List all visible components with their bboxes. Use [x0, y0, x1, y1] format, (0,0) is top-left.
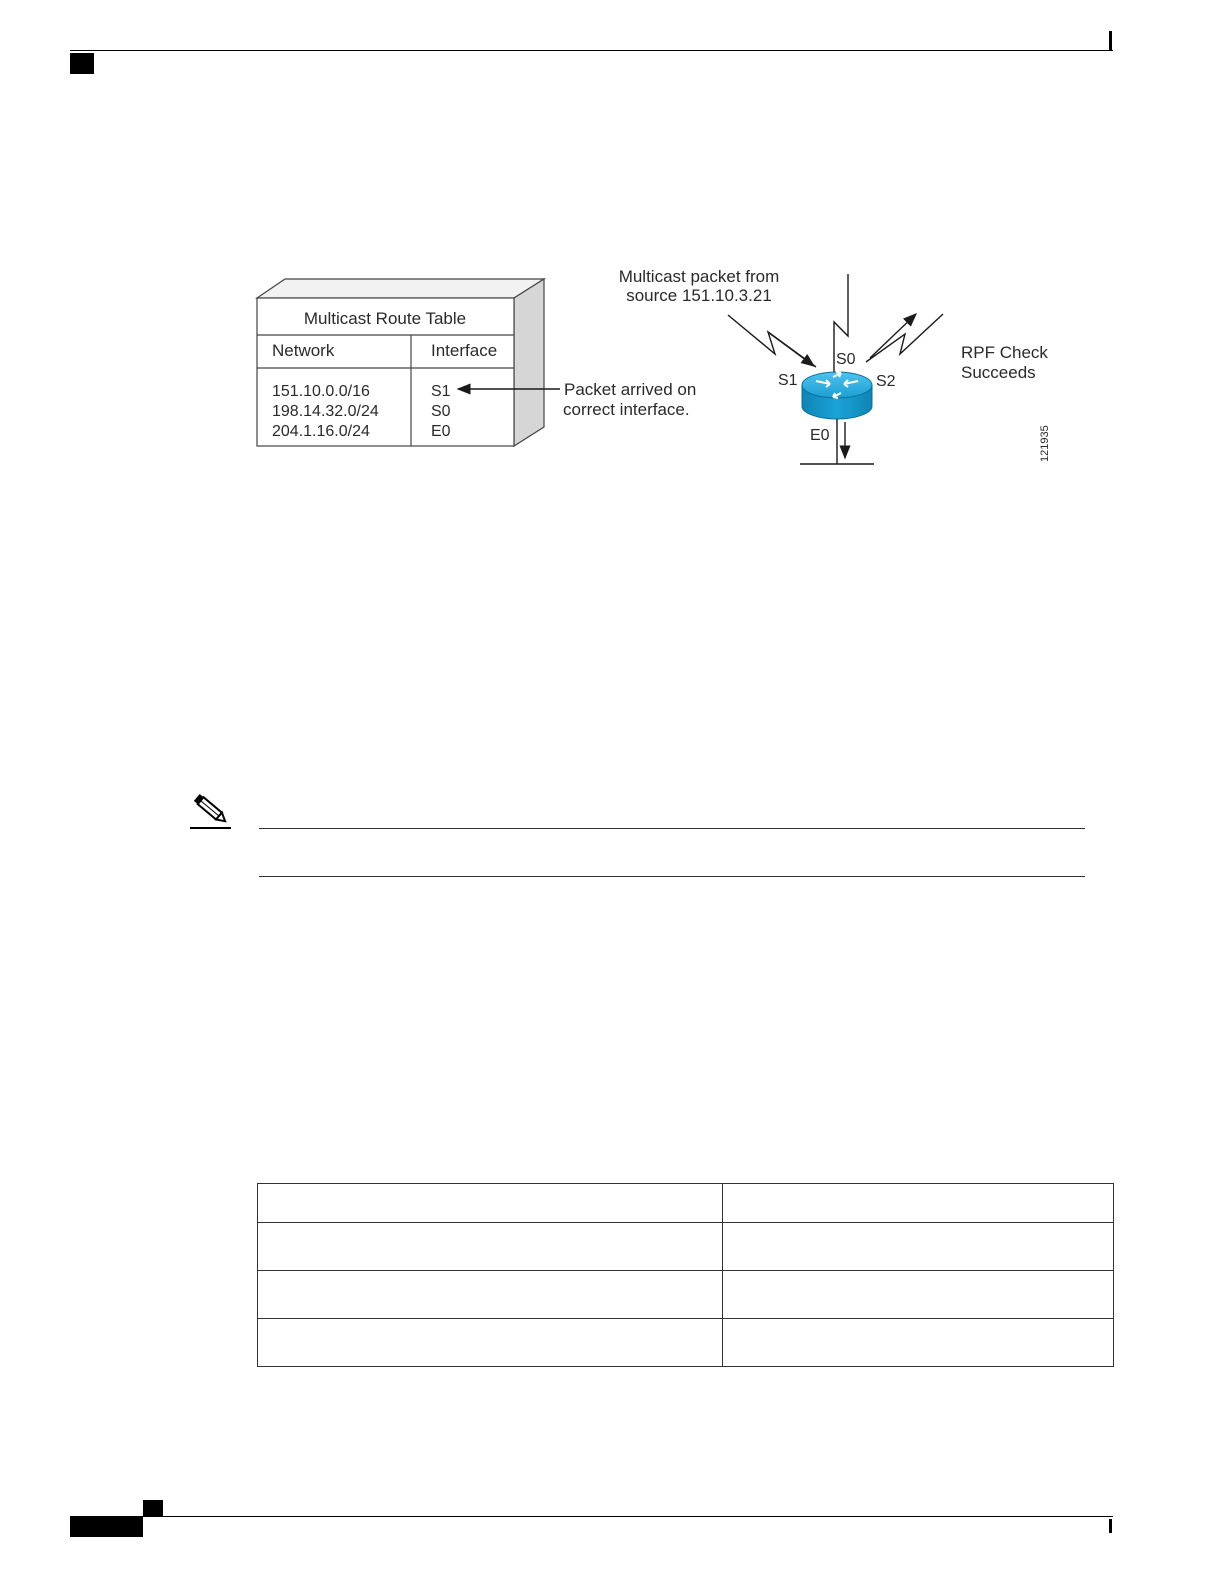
route-table-title: Multicast Route Table [303, 309, 467, 328]
note-pencil-icon [189, 792, 233, 830]
table-cell [258, 1223, 723, 1271]
table-cell [258, 1319, 723, 1367]
interface-label-e0: E0 [810, 427, 830, 444]
source-label-line-1: Multicast packet from [618, 267, 780, 286]
table-cell [723, 1184, 1114, 1223]
rpf-diagram-svg [230, 250, 1070, 480]
arrival-label-line-2: correct interface. [563, 400, 690, 419]
note-rule-bottom [259, 876, 1085, 877]
arrival-label-line-1: Packet arrived on [564, 380, 697, 399]
route-table-network-1: 151.10.0.0/16 [272, 383, 370, 400]
table-cell [258, 1184, 723, 1223]
figure-id: 121935 [1039, 425, 1051, 462]
interface-label-s2: S2 [876, 373, 896, 390]
result-label-line-2: Succeeds [961, 363, 1036, 382]
s2-outgoing-arrow [870, 314, 916, 358]
footer-tick [1109, 1519, 1112, 1533]
s1-incoming-arrow [768, 332, 814, 366]
table-cell [723, 1223, 1114, 1271]
router-icon [802, 372, 872, 419]
route-table-interface-2: S0 [431, 403, 451, 420]
footer-tab-marker [70, 1517, 143, 1537]
table-row [258, 1271, 1114, 1319]
rpf-check-figure [230, 250, 1070, 480]
footer-tab-marker-small [143, 1500, 163, 1517]
interface-label-s0: S0 [836, 351, 856, 368]
s1-serial-link [728, 315, 816, 367]
footer-rule [70, 1516, 1113, 1517]
interface-label-s1: S1 [778, 372, 798, 389]
route-table-network-2: 198.14.32.0/24 [272, 403, 379, 420]
table-cell [723, 1271, 1114, 1319]
route-table-network-header: Network [272, 341, 335, 360]
source-label-line-2: source 151.10.3.21 [626, 286, 772, 305]
route-table-interface-1: S1 [431, 383, 451, 400]
table-row [258, 1223, 1114, 1271]
route-table-network-3: 204.1.16.0/24 [272, 423, 370, 440]
header-rule [70, 50, 1113, 51]
s2-serial-link [866, 314, 943, 362]
table-cell [258, 1271, 723, 1319]
header-tick [1109, 31, 1112, 51]
table-cell [723, 1319, 1114, 1367]
route-table-box [257, 279, 544, 446]
result-label-line-1: RPF Check [961, 343, 1048, 362]
table-header-row [258, 1184, 1114, 1223]
route-table-interface-3: E0 [431, 423, 451, 440]
header-corner-marker [70, 53, 94, 74]
table-row [258, 1319, 1114, 1367]
info-table [257, 1183, 1114, 1367]
note-rule-top [259, 828, 1085, 829]
route-table-interface-header: Interface [431, 341, 498, 360]
